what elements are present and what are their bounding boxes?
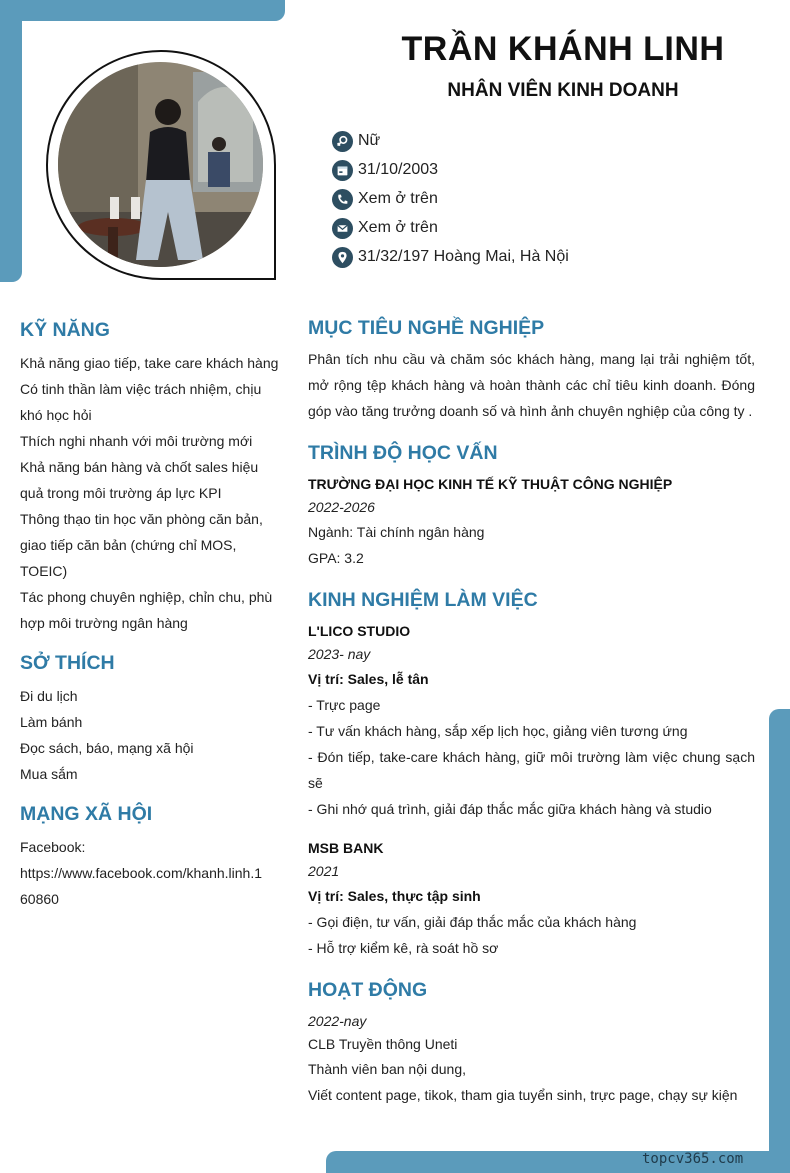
job-company: MSB BANK [308,840,384,856]
job-period: 2021 [308,863,340,879]
job-duty: - Tư vấn khách hàng, sắp xếp lịch học, giảng viên tương ứng [308,723,688,739]
job-duty: - Ghi nhớ quá trình, giải đáp thắc mắc giữa khách hàng và studio [308,801,712,817]
experience-heading: KINH NGHIỆM LÀM VIỆC [308,589,538,611]
job-duty: - Hỗ trợ kiểm kê, rà soát hồ sơ [308,940,499,956]
contact-phone [332,188,438,210]
skill-line: Tác phong chuyên nghiệp, chỉn chu, phù [20,589,273,605]
location-pin-icon [332,247,353,268]
skill-line: quả trong môi trường áp lực KPI [20,485,222,501]
gender-icon [332,131,353,152]
school-name: TRƯỜNG ĐẠI HỌC KINH TẾ KỸ THUẬT CÔNG NGHIỆP [308,476,673,492]
contact-address [332,246,569,268]
hobbies-heading: SỞ THÍCH [20,652,115,674]
candidate-name: TRẦN KHÁNH LINH [401,30,725,68]
email-text: Xem ở trên [358,219,438,236]
hobby-item: Đọc sách, báo, mạng xã hội [20,740,194,756]
decor-bar-top [0,0,285,21]
job-position: Vị trí: Sales, lễ tân [308,671,429,687]
address-text: 31/32/197 Hoàng Mai, Hà Nội [358,248,569,265]
profile-photo [58,62,263,267]
contact-email [332,217,438,239]
activity-period: 2022-nay [308,1013,367,1029]
activity-desc: Viết content page, tikok, tham gia tuyển sinh, trực page, chạy sự kiện [308,1087,738,1103]
objective-heading: MỤC TIÊU NGHỀ NGHIỆP [308,317,545,339]
contact-dob [332,159,438,181]
calendar-icon [332,160,353,181]
skill-line: Thích nghi nhanh với môi trường mới [20,433,253,449]
contact-gender [332,130,380,152]
hobby-item: Đi du lịch [20,688,78,704]
phone-icon [332,189,353,210]
job-duty: - Đón tiếp, take-care khách hàng, giữ môi trường làm việc chung sạch sẽ [308,749,755,791]
skill-line: Khả năng bán hàng và chốt sales hiệu [20,459,259,475]
skills-heading: KỸ NĂNG [20,319,110,341]
job-company: L'LICO STUDIO [308,623,411,639]
education-major: Ngành: Tài chính ngân hàng [308,524,485,540]
hobby-item: Mua sắm [20,766,78,782]
gender-text: Nữ [358,132,381,149]
education-years: 2022-2026 [308,499,375,515]
skill-line: giao tiếp căn bản (chứng chỉ MOS, [20,537,237,553]
activity-role: Thành viên ban nội dung, [308,1061,467,1077]
watermark: topcv365.com [642,1151,744,1167]
job-position: Vị trí: Sales, thực tập sinh [308,888,481,904]
decor-bar-left [0,0,22,282]
skill-line: Có tinh thần làm việc trách nhiệm, chịu [20,381,262,397]
skill-line: khó học hỏi [20,407,92,423]
dob-text: 31/10/2003 [358,161,439,178]
education-heading: TRÌNH ĐỘ HỌC VẤN [308,442,498,464]
job-period: 2023- nay [308,646,371,662]
facebook-link[interactable]: https://www.facebook.com/khanh.linh.1 [20,865,263,881]
education-gpa: GPA: 3.2 [308,550,364,566]
job-duty: - Trực page [308,697,381,713]
skill-line: Khả năng giao tiếp, take care khách hàng [20,355,279,371]
phone-text: Xem ở trên [358,190,438,207]
email-icon [332,218,353,239]
decor-bar-right [769,709,790,1173]
skill-line: Thông thạo tin học văn phòng căn bản, [20,511,263,527]
hobby-item: Làm bánh [20,714,83,730]
skill-line: hợp môi trường ngân hàng [20,615,188,631]
objective-text: Phân tích nhu cầu và chăm sóc khách hàng, mang lại trải nghiệm tốt, mở rộng tệp khách hàng và hoàn thành các chỉ tiêu kinh doanh. Đóng góp vào tăng trưởng doanh số và hình ảnh chuyên nghiệp của công ty . [308,351,755,419]
skill-line: TOEIC) [20,563,68,579]
social-label: Facebook: [20,839,86,855]
activity-org: CLB Truyền thông Uneti [308,1036,458,1052]
facebook-link-cont[interactable]: 60860 [20,891,59,907]
job-duty: - Gọi điện, tư vấn, giải đáp thắc mắc của khách hàng [308,914,637,930]
activities-heading: HOẠT ĐỘNG [308,979,428,1001]
social-heading: MẠNG XÃ HỘI [20,803,153,825]
job-title: NHÂN VIÊN KINH DOANH [447,80,679,101]
